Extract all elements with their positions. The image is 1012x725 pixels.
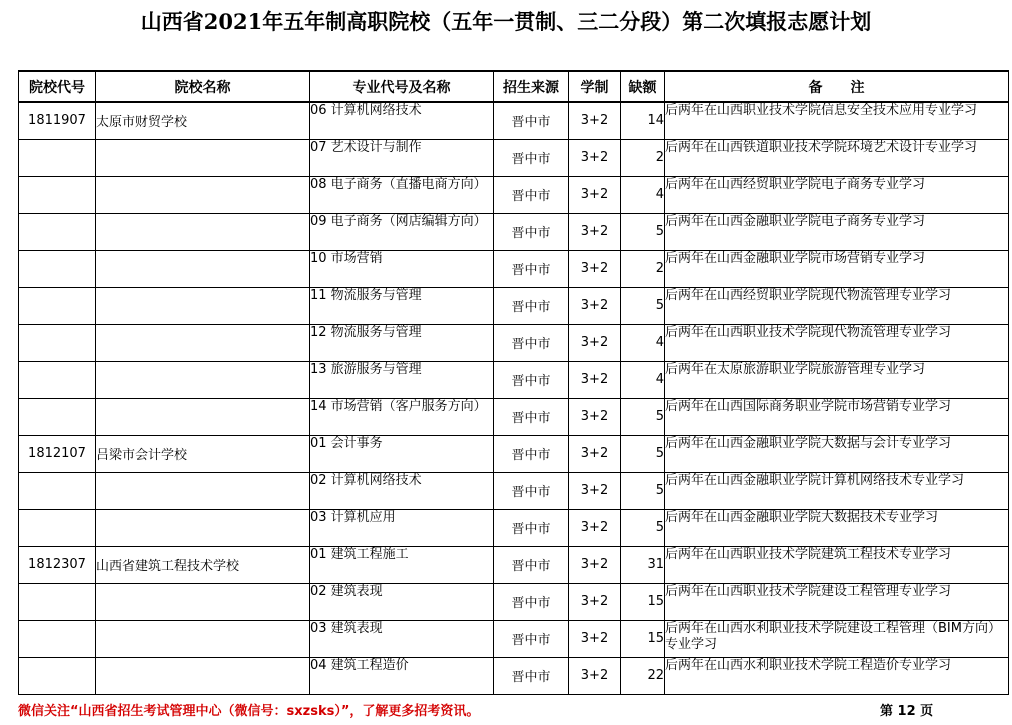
source-cell: 晋中市 <box>494 509 569 546</box>
school-code-cell <box>19 176 96 213</box>
system-cell: 3+2 <box>569 509 621 546</box>
quota-cell: 4 <box>621 361 665 398</box>
note-cell: 后两年在山西职业技术学院现代物流管理专业学习 <box>665 324 1009 361</box>
major-cell: 03 计算机应用 <box>310 509 494 546</box>
system-cell: 3+2 <box>569 102 621 139</box>
note-cell: 后两年在山西职业技术学院建筑工程技术专业学习 <box>665 546 1009 583</box>
major-cell: 08 电子商务（直播电商方向） <box>310 176 494 213</box>
school-code-cell <box>19 398 96 435</box>
school-name-cell <box>96 287 310 324</box>
source-cell: 晋中市 <box>494 472 569 509</box>
school-code-cell <box>19 657 96 694</box>
school-name-cell <box>96 324 310 361</box>
note-cell: 后两年在山西经贸职业学院电子商务专业学习 <box>665 176 1009 213</box>
quota-cell: 5 <box>621 213 665 250</box>
header-system: 学制 <box>569 71 621 102</box>
table-row <box>19 102 1009 139</box>
major-cell: 14 市场营销（客户服务方向） <box>310 398 494 435</box>
page-number: 第 12 页 <box>880 704 934 719</box>
quota-cell: 5 <box>621 398 665 435</box>
school-name-cell <box>96 176 310 213</box>
header-major: 专业代号及名称 <box>310 71 494 102</box>
major-cell: 03 建筑表现 <box>310 620 494 657</box>
system-cell: 3+2 <box>569 176 621 213</box>
note-cell: 后两年在山西金融职业学院计算机网络技术专业学习 <box>665 472 1009 509</box>
page-title: 山西省2021年五年制高职院校（五年一贯制、三二分段）第二次填报志愿计划 <box>140 9 872 34</box>
major-cell: 06 计算机网络技术 <box>310 102 494 139</box>
source-cell: 晋中市 <box>494 657 569 694</box>
major-cell: 10 市场营销 <box>310 250 494 287</box>
note-cell: 后两年在山西水利职业技术学院工程造价专业学习 <box>665 657 1009 694</box>
school-name-cell <box>96 139 310 176</box>
quota-cell: 5 <box>621 435 665 472</box>
table-row <box>19 509 1009 546</box>
system-cell: 3+2 <box>569 546 621 583</box>
source-cell: 晋中市 <box>494 361 569 398</box>
note-cell: 后两年在山西职业技术学院建设工程管理专业学习 <box>665 583 1009 620</box>
school-code-cell <box>19 472 96 509</box>
table-row <box>19 398 1009 435</box>
school-name-cell <box>96 583 310 620</box>
system-cell: 3+2 <box>569 583 621 620</box>
school-name-cell <box>96 509 310 546</box>
major-cell: 11 物流服务与管理 <box>310 287 494 324</box>
table-row <box>19 287 1009 324</box>
note-cell: 后两年在山西金融职业学院市场营销专业学习 <box>665 250 1009 287</box>
quota-cell: 5 <box>621 287 665 324</box>
note-cell: 后两年在山西铁道职业技术学院环境艺术设计专业学习 <box>665 139 1009 176</box>
table-row <box>19 472 1009 509</box>
source-cell: 晋中市 <box>494 435 569 472</box>
major-cell: 07 艺术设计与制作 <box>310 139 494 176</box>
system-cell: 3+2 <box>569 398 621 435</box>
school-code-cell <box>19 509 96 546</box>
quota-cell: 5 <box>621 509 665 546</box>
system-cell: 3+2 <box>569 657 621 694</box>
school-name-cell: 太原市财贸学校 <box>96 102 310 139</box>
major-cell: 02 计算机网络技术 <box>310 472 494 509</box>
note-cell: 后两年在山西职业技术学院信息安全技术应用专业学习 <box>665 102 1009 139</box>
school-name-cell <box>96 657 310 694</box>
quota-cell: 15 <box>621 583 665 620</box>
note-cell: 后两年在太原旅游职业学院旅游管理专业学习 <box>665 361 1009 398</box>
table-row <box>19 657 1009 694</box>
source-cell: 晋中市 <box>494 287 569 324</box>
school-name-cell <box>96 361 310 398</box>
source-cell: 晋中市 <box>494 250 569 287</box>
system-cell: 3+2 <box>569 139 621 176</box>
table-row <box>19 324 1009 361</box>
quota-cell: 2 <box>621 139 665 176</box>
school-code-cell: 1811907 <box>19 102 96 139</box>
major-cell: 01 建筑工程施工 <box>310 546 494 583</box>
table-row <box>19 583 1009 620</box>
quota-cell: 31 <box>621 546 665 583</box>
header-school-name: 院校名称 <box>96 71 310 102</box>
quota-cell: 4 <box>621 324 665 361</box>
system-cell: 3+2 <box>569 361 621 398</box>
source-cell: 晋中市 <box>494 398 569 435</box>
school-code-cell <box>19 361 96 398</box>
school-name-cell: 山西省建筑工程技术学校 <box>96 546 310 583</box>
quota-cell: 5 <box>621 472 665 509</box>
major-cell: 13 旅游服务与管理 <box>310 361 494 398</box>
table-row <box>19 250 1009 287</box>
school-code-cell <box>19 213 96 250</box>
table-header-row <box>19 71 1009 102</box>
source-cell: 晋中市 <box>494 546 569 583</box>
school-name-cell <box>96 250 310 287</box>
header-note: 备 注 <box>665 71 1009 102</box>
plan-table <box>18 70 1009 695</box>
major-cell: 01 会计事务 <box>310 435 494 472</box>
system-cell: 3+2 <box>569 435 621 472</box>
school-code-cell <box>19 139 96 176</box>
system-cell: 3+2 <box>569 250 621 287</box>
source-cell: 晋中市 <box>494 583 569 620</box>
school-name-cell <box>96 472 310 509</box>
school-code-cell <box>19 324 96 361</box>
source-cell: 晋中市 <box>494 102 569 139</box>
system-cell: 3+2 <box>569 324 621 361</box>
header-school-code: 院校代号 <box>19 71 96 102</box>
table-row <box>19 435 1009 472</box>
school-code-cell <box>19 287 96 324</box>
system-cell: 3+2 <box>569 620 621 657</box>
school-code-cell <box>19 250 96 287</box>
table-row <box>19 213 1009 250</box>
header-quota: 缺额 <box>621 71 665 102</box>
source-cell: 晋中市 <box>494 139 569 176</box>
table-row <box>19 176 1009 213</box>
header-source: 招生来源 <box>494 71 569 102</box>
quota-cell: 14 <box>621 102 665 139</box>
school-name-cell <box>96 398 310 435</box>
table-row <box>19 361 1009 398</box>
source-cell: 晋中市 <box>494 213 569 250</box>
major-cell: 09 电子商务（网店编辑方向） <box>310 213 494 250</box>
major-cell: 12 物流服务与管理 <box>310 324 494 361</box>
source-cell: 晋中市 <box>494 324 569 361</box>
school-code-cell: 1812307 <box>19 546 96 583</box>
quota-cell: 15 <box>621 620 665 657</box>
source-cell: 晋中市 <box>494 620 569 657</box>
school-name-cell <box>96 620 310 657</box>
note-cell: 后两年在山西经贸职业学院现代物流管理专业学习 <box>665 287 1009 324</box>
school-name-cell: 吕梁市会计学校 <box>96 435 310 472</box>
quota-cell: 2 <box>621 250 665 287</box>
note-cell: 后两年在山西水利职业技术学院建设工程管理（BIM方向）专业学习 <box>665 620 1009 657</box>
system-cell: 3+2 <box>569 213 621 250</box>
note-cell: 后两年在山西金融职业学院大数据与会计专业学习 <box>665 435 1009 472</box>
system-cell: 3+2 <box>569 472 621 509</box>
school-code-cell <box>19 620 96 657</box>
note-cell: 后两年在山西金融职业学院大数据技术专业学习 <box>665 509 1009 546</box>
note-cell: 后两年在山西国际商务职业学院市场营销专业学习 <box>665 398 1009 435</box>
table-row <box>19 139 1009 176</box>
note-cell: 后两年在山西金融职业学院电子商务专业学习 <box>665 213 1009 250</box>
quota-cell: 4 <box>621 176 665 213</box>
system-cell: 3+2 <box>569 287 621 324</box>
table-row <box>19 546 1009 583</box>
source-cell: 晋中市 <box>494 176 569 213</box>
wechat-notice: 微信关注“山西省招生考试管理中心（微信号：sxzsks）”，了解更多招考资讯。 <box>18 704 480 719</box>
school-name-cell <box>96 213 310 250</box>
school-code-cell <box>19 583 96 620</box>
school-code-cell: 1812107 <box>19 435 96 472</box>
major-cell: 02 建筑表现 <box>310 583 494 620</box>
quota-cell: 22 <box>621 657 665 694</box>
major-cell: 04 建筑工程造价 <box>310 657 494 694</box>
table-row <box>19 620 1009 657</box>
